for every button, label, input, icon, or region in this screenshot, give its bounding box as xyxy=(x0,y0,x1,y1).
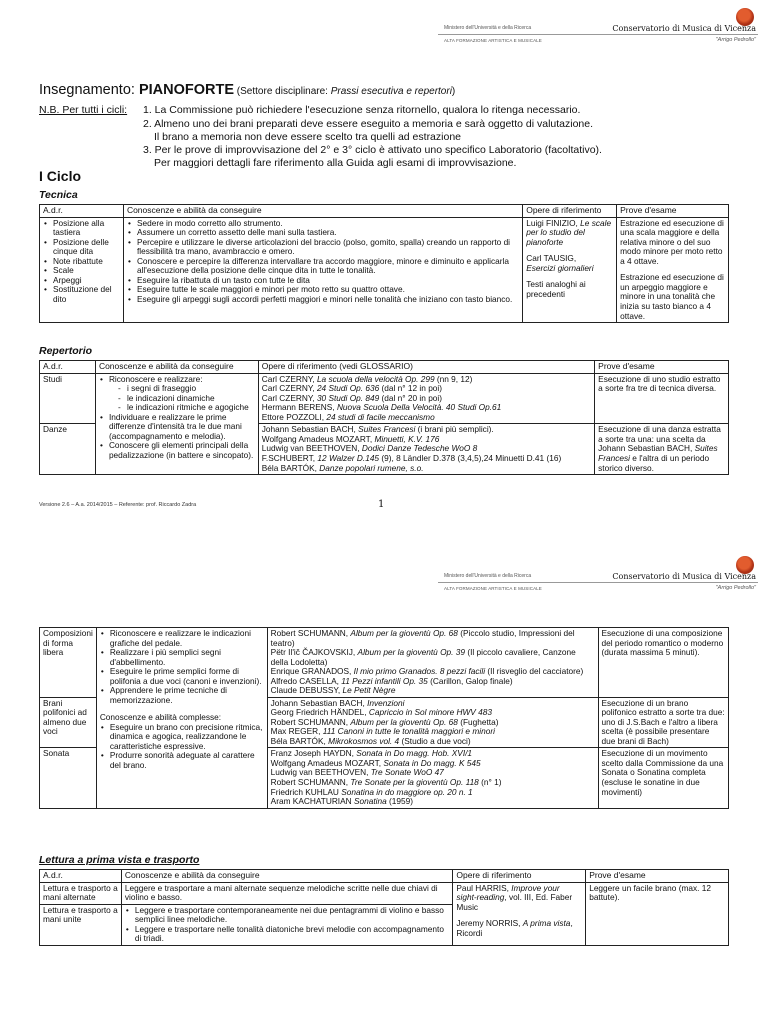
title-close: ) xyxy=(451,86,456,97)
exam-cell: Esecuzione di uno studio estratto a sorte fra tre di tecnica diversa. xyxy=(595,373,729,424)
work-entry xyxy=(262,464,591,474)
work-title: Album per la gioventù Op. 39 xyxy=(357,647,466,658)
skills-complex-label: Conoscenze e abilità complesse: xyxy=(99,712,222,723)
work-author: Luigi FINIZIO, xyxy=(526,217,581,228)
page-number: 1 xyxy=(378,499,385,510)
works-cell xyxy=(523,217,617,322)
footer-version: Versione 2.6 – A.a. 2014/2015 – Referente: prof. Riccardo Zadra xyxy=(39,502,197,508)
work-author: Carl CZERNY, xyxy=(261,383,317,394)
repertorio-table xyxy=(39,360,729,475)
work-entry xyxy=(271,629,595,648)
work-author: Pëtr Il'ič ČAJKOVSKIJ, xyxy=(270,647,358,658)
list-item: • Apprendere le prime tecniche di memorizzazione. xyxy=(110,686,264,705)
section-heading-repertorio: Repertorio xyxy=(39,345,93,357)
exam-cell xyxy=(617,217,729,322)
table-header-cell: A.d.r. xyxy=(40,205,124,218)
work-title: Tre Sonate WoO 47 xyxy=(370,767,444,778)
work-title: Album per la gioventù Op. 68 xyxy=(350,716,458,727)
work-entry xyxy=(271,648,595,667)
work-entry xyxy=(456,884,582,913)
list-item: • Eseguire tutte le scale maggiori e minori per moto retto su quattro ottave. xyxy=(137,285,519,295)
list-item: • Conoscere gli elementi principali della pedalizzazione (in battere e sincopato). xyxy=(109,441,255,460)
table-header-cell: Opere di riferimento (vedi GLOSSARIO) xyxy=(258,361,594,374)
work-author: Johann Sebastian BACH, xyxy=(261,424,359,435)
page-title xyxy=(39,82,455,98)
list-item: • Percepire e utilizzare le diverse articolazioni del braccio (polso, gomito, spalla) creando un rapporto di flessibilità tra mano, avambraccio e omero. xyxy=(137,238,519,257)
work-title: 111 Canoni in tutte le tonalità maggiori e minori xyxy=(322,726,495,737)
afam-label: ALTA FORMAZIONE ARTISTICA E MUSICALE xyxy=(444,586,542,591)
work-note: (Studio a due voci) xyxy=(399,735,471,746)
notes-label xyxy=(39,104,127,116)
work-note: (n° 1) xyxy=(478,776,502,787)
work-title: Esercizi giornalieri xyxy=(526,262,594,273)
work-title: Sonatina in do maggiore op. 20 n. 1 xyxy=(341,786,473,797)
adr-cell: Composizioni di forma libera xyxy=(40,628,97,698)
exam-text: Estrazione ed esecuzione di un arpeggio maggiore e minore in una tonalità che inizia su tasto bianco a 4 ottave. xyxy=(620,272,724,321)
works-cell xyxy=(453,882,586,945)
work-note: (1959) xyxy=(386,796,414,807)
work-author: Jeremy NORRIS, xyxy=(456,918,523,929)
list-item: • Conoscere e percepire la differenza intervallare tra accordo maggiore, minore e diminuito e applicarla all'esecuzione della posizione delle cinque dita in tutte le tonalità. xyxy=(137,257,519,276)
works-cell xyxy=(267,748,598,808)
section-heading-lettura: Lettura a prima vista e trasporto xyxy=(39,854,200,866)
list-item: • Arpeggi xyxy=(53,276,120,286)
work-author: Béla BARTÓK, xyxy=(270,735,329,746)
header-rule xyxy=(438,582,758,583)
work-author: Ludwig van BEETHOVEN, xyxy=(261,443,362,454)
work-title: Improve your sight-reading xyxy=(456,882,560,903)
work-note: (Fughetta) xyxy=(457,716,499,727)
notes-label-text: N.B. Per tutti i cicli: xyxy=(39,104,128,116)
exam-cell: Esecuzione di un movimento scelto dalla Commissione da una Sonata o Sonatina completa (escluse le sonatine in due movimenti) xyxy=(598,748,729,808)
list-item: • Produrre sonorità adeguate al carattere del brano. xyxy=(110,751,264,770)
work-title: 30 Studi Op. 849 xyxy=(316,392,380,403)
list-item: • Sedere in modo corretto allo strumento. xyxy=(137,219,519,229)
section-heading-tecnica: Tecnica xyxy=(39,189,78,201)
work-author: Johann Sebastian BACH, xyxy=(270,697,368,708)
conservatory-dedication: "Arrigo Pedrollo" xyxy=(715,37,756,43)
work-title: Invenzioni xyxy=(367,697,405,708)
table-header-cell: Conoscenze e abilità da conseguire xyxy=(121,870,452,883)
list-item: • Note ribattute xyxy=(53,257,120,267)
adr-cell: Sonata xyxy=(40,748,97,808)
work-note: (Il risveglio del cacciatore) xyxy=(485,666,584,677)
work-note: (Piccolo studio, Impressioni del teatro) xyxy=(270,628,575,648)
adr-cell: Danze xyxy=(40,424,96,475)
work-title: Danze popolari rumene, s.o. xyxy=(319,462,424,473)
conservatory-dedication: "Arrigo Pedrollo" xyxy=(715,585,756,591)
note-line: Per maggiori dettagli fare riferimento alla Guida agli esami di improvvisazione. xyxy=(154,157,517,169)
works-cell xyxy=(267,697,598,748)
work-author: Wolfgang Amadeus MOZART, xyxy=(261,433,375,444)
skills-cell xyxy=(121,904,452,945)
work-title: Tre Sonate per la gioventù Op. 118 xyxy=(350,776,479,787)
work-title: Suites Francesi xyxy=(358,424,416,435)
table-header-cell: Prove d'esame xyxy=(595,361,729,374)
table-header-cell: Prove d'esame xyxy=(617,205,729,218)
work-author: Carl CZERNY, xyxy=(261,392,317,403)
tecnica-table xyxy=(39,204,729,323)
exam-cell: Esecuzione di una composizione del periodo romantico o moderno (durata massima 5 minuti). xyxy=(598,628,729,698)
list-item: • Sostituzione del dito xyxy=(53,285,120,304)
work-author: Béla BARTÓK, xyxy=(261,462,320,473)
list-item: • Scale xyxy=(53,266,120,276)
work-title: Sonata in Do magg. Hob. XVI/1 xyxy=(356,748,473,759)
adr-cell: Brani polifonici ad almeno due voci xyxy=(40,697,97,748)
work-note: , Ricordi xyxy=(456,918,573,938)
work-title: 24 studi di facile meccanismo xyxy=(326,411,435,422)
work-title: 12 Walzer D.145 xyxy=(317,453,380,464)
works-cell xyxy=(267,628,598,698)
work-author: Alfredo CASELLA, xyxy=(270,675,342,686)
list-item: • Posizione alla tastiera xyxy=(53,219,120,238)
work-entry xyxy=(456,919,582,938)
work-title: Minuetti, K.V. 176 xyxy=(374,433,440,444)
document-page-2 xyxy=(0,548,768,1024)
work-entry xyxy=(526,219,613,248)
list-item: • Eseguire la ribattuta di un tasto con tutte le dita xyxy=(137,276,519,286)
list-item: • Posizione delle cinque dita xyxy=(53,238,120,257)
table-row xyxy=(40,217,729,322)
lettura-table xyxy=(39,869,729,946)
work-author: Robert SCHUMANN, xyxy=(270,776,351,787)
adr-cell: Lettura e trasporto a mani alternate xyxy=(40,882,122,904)
table-header-row xyxy=(40,870,729,883)
exam-cell: Esecuzione di un brano polifonico estratto a sorte tra due: uno di J.S.Bach e l'altro a libera scelta (è possibile presentare due brani di Bach) xyxy=(598,697,729,748)
skills-cell xyxy=(123,217,522,322)
work-note: , vol. III, Ed. Faber Music xyxy=(456,892,573,912)
note-line: 2. Almeno uno dei brani preparati deve essere eseguito a memoria e sarà oggetto di valutazione. xyxy=(143,118,594,130)
list-item-text: Riconoscere e realizzare: xyxy=(108,373,203,384)
list-item: • Individuare e realizzare le prime differenze d'intensità tra le due mani (accompagnamento e melodia). xyxy=(109,413,255,442)
table-header-cell: A.d.r. xyxy=(40,361,96,374)
page-header xyxy=(438,8,758,56)
work-title: A prima vista xyxy=(522,918,571,929)
sub-list-item: - le indicazioni ritmiche e agogiche xyxy=(127,403,255,413)
table-header-cell: A.d.r. xyxy=(40,870,122,883)
section-heading-ciclo: I Ciclo xyxy=(39,168,82,184)
table-row xyxy=(40,882,729,904)
work-author: Robert SCHUMANN, xyxy=(270,716,351,727)
ministry-name: Ministero dell'Università e della Ricerca xyxy=(444,25,532,31)
exam-text: e l'altra di un periodo storico diverso. xyxy=(598,453,710,473)
work-entry xyxy=(526,254,613,273)
work-title: Il mio primo Granados. 8 pezzi facili xyxy=(353,666,486,677)
work-author: Enrique GRANADOS, xyxy=(270,666,354,677)
skills-cell xyxy=(95,373,258,474)
conservatory-name: Conservatorio di Musica di Vicenza xyxy=(612,572,756,581)
title-sector: Prassi esecutiva e repertori xyxy=(330,86,452,97)
afam-label: ALTA FORMAZIONE ARTISTICA E MUSICALE xyxy=(444,38,542,43)
work-title: La scuola della velocità Op. 299 xyxy=(316,373,435,384)
work-entry xyxy=(262,413,591,423)
work-title: Nuova Scuola Della Velocità. 40 Studi Op.61 xyxy=(336,402,502,413)
work-note: (nn 9, 12) xyxy=(434,373,473,384)
exam-cell xyxy=(595,424,729,475)
title-sector-label: (Settore disciplinare: xyxy=(234,86,331,97)
exam-cell: Leggere un facile brano (max. 12 battute). xyxy=(586,882,729,945)
work-entry xyxy=(271,797,595,807)
work-note: (i brani più semplici). xyxy=(415,424,494,435)
table-header-row xyxy=(40,205,729,218)
work-author: Georg Friedrich HÄNDEL, xyxy=(270,707,369,718)
work-title: Le Petit Nègre xyxy=(342,685,396,696)
work-title: Sonata in Do magg. K 545 xyxy=(383,757,481,768)
work-title: Dodici Danze Tedesche WoO 8 xyxy=(361,443,478,454)
work-author: Carl TAUSIG, xyxy=(526,253,577,264)
adr-cell xyxy=(40,217,124,322)
table-header-cell: Conoscenze e abilità da conseguire xyxy=(95,361,258,374)
work-title: 24 Studi Op. 636 xyxy=(316,383,380,394)
exam-text: Estrazione ed esecuzione di una scala maggiore e della relativa minore o del suo modo minore per moto retto a 4 ottave. xyxy=(620,217,724,266)
work-title: 11 Pezzi infantili Op. 35 xyxy=(341,675,428,686)
exam-text: Esecuzione di una danza estratta a sorte tra una: una scelta da Johann Sebastian BACH, xyxy=(598,424,721,454)
work-title: Capriccio in Sol minore HWV 483 xyxy=(368,707,492,718)
work-title: Mikrokosmos vol. 4 xyxy=(328,735,400,746)
note-line: Il brano a memoria non deve essere scelto tra quelli ad estrazione xyxy=(154,131,462,143)
sub-list-item: - le indicazioni dinamiche xyxy=(127,394,255,404)
work-title: Album per la gioventù Op. 68 xyxy=(350,628,458,638)
title-prefix: Insegnamento: xyxy=(39,82,139,98)
conservatory-name: Conservatorio di Musica di Vicenza xyxy=(612,24,756,33)
work-author: Carl CZERNY, xyxy=(261,373,317,384)
work-author: Claude DEBUSSY, xyxy=(270,685,343,696)
list-item: • Assumere un corretto assetto delle mani sulla tastiera. xyxy=(137,228,519,238)
work-author: Robert SCHUMANN, xyxy=(270,628,351,638)
table-header-cell: Conoscenze e abilità da conseguire xyxy=(123,205,522,218)
work-note: (Carillon, Galop finale) xyxy=(427,675,513,686)
work-author: Hermann BERENS, xyxy=(261,402,337,413)
header-rule xyxy=(438,34,758,35)
work-entry xyxy=(271,737,595,747)
work-entry: Testi analoghi ai precedenti xyxy=(526,279,586,299)
list-item: • Eseguire le prime semplici forme di polifonia a due voci (canoni e invenzioni). xyxy=(110,667,264,686)
sub-list-item: - i segni di fraseggio xyxy=(127,384,255,394)
works-cell xyxy=(258,373,594,424)
list-item: • Eseguire un brano con precisione ritmica, dinamica e agogica, realizzandone le caratteristiche espressive. xyxy=(110,723,264,752)
work-author: Friedrich KUHLAU xyxy=(270,786,342,797)
work-title: Sonatina xyxy=(353,796,387,807)
work-author: Ettore POZZOLI, xyxy=(261,411,327,422)
list-item xyxy=(109,375,255,413)
note-line: 1. La Commissione può richiedere l'esecuzione senza ritornello, qualora lo ritenga necessario. xyxy=(143,104,581,116)
ministry-name: Ministero dell'Università e della Ricerca xyxy=(444,573,532,579)
skills-cell xyxy=(96,628,267,809)
work-note: (dal n° 12 in poi) xyxy=(379,383,443,394)
note-line: 3. Per le prove di improvvisazione del 2° e 3° ciclo è attivato uno specifico Laboratorio (facoltativo). xyxy=(143,144,602,156)
table-header-row xyxy=(40,361,729,374)
work-author: Franz Joseph HAYDN, xyxy=(270,748,357,759)
list-item: • Riconoscere e realizzare le indicazioni grafiche del pedale. xyxy=(110,629,264,648)
list-item: • Realizzare i più semplici segni d'abbellimento. xyxy=(110,648,264,667)
work-author: Paul HARRIS, xyxy=(456,882,512,893)
list-item: • Eseguire gli arpeggi sugli accordi perfetti maggiori e minori nelle tonalità che iniziano con tasto bianco. xyxy=(137,295,519,305)
work-author: Max REGER, xyxy=(270,726,323,737)
page-header xyxy=(438,556,758,604)
work-note: (dal n° 20 in poi) xyxy=(379,392,443,403)
table-row xyxy=(40,628,729,698)
exam-text-italic: Suites Francesi xyxy=(598,443,718,464)
adr-cell: Lettura e trasporto a mani unite xyxy=(40,904,122,945)
adr-cell: Studi xyxy=(40,373,96,424)
list-item: • Leggere e trasportare contemporaneamente nei due pentagrammi di violino e basso semplici linee melodiche. xyxy=(135,906,449,925)
title-subject: PIANOFORTE xyxy=(138,82,235,98)
repertorio-continued-table xyxy=(39,627,729,809)
table-header-cell: Prove d'esame xyxy=(586,870,729,883)
work-note: (Il piccolo cavaliere, Canzone della Lodoletta) xyxy=(270,647,576,667)
work-title: Le scale per lo studio del pianoforte xyxy=(526,217,612,247)
page-gap xyxy=(0,520,768,548)
work-entry xyxy=(271,686,595,696)
works-cell xyxy=(258,424,594,475)
skills-cell: Leggere e trasportare a mani alternate sequenze melodiche scritte nelle due chiavi di violino e basso. xyxy=(121,882,452,904)
table-header-cell: Opere di riferimento xyxy=(523,205,617,218)
table-row xyxy=(40,373,729,424)
work-author: Aram KACHATURIAN xyxy=(270,796,354,807)
work-note: (9), 8 Ländler D.378 (3,4,5),24 Minuetti D.41 (16) xyxy=(379,453,562,464)
work-author: Wolfgang Amadeus MOZART, xyxy=(270,757,384,768)
list-item: • Leggere e trasportare nelle tonalità diatoniche brevi melodie con accompagnamento di triadi. xyxy=(135,925,449,944)
work-author: Ludwig van BEETHOVEN, xyxy=(270,767,371,778)
work-author: F.SCHUBERT, xyxy=(261,453,318,464)
table-header-cell: Opere di riferimento xyxy=(453,870,586,883)
